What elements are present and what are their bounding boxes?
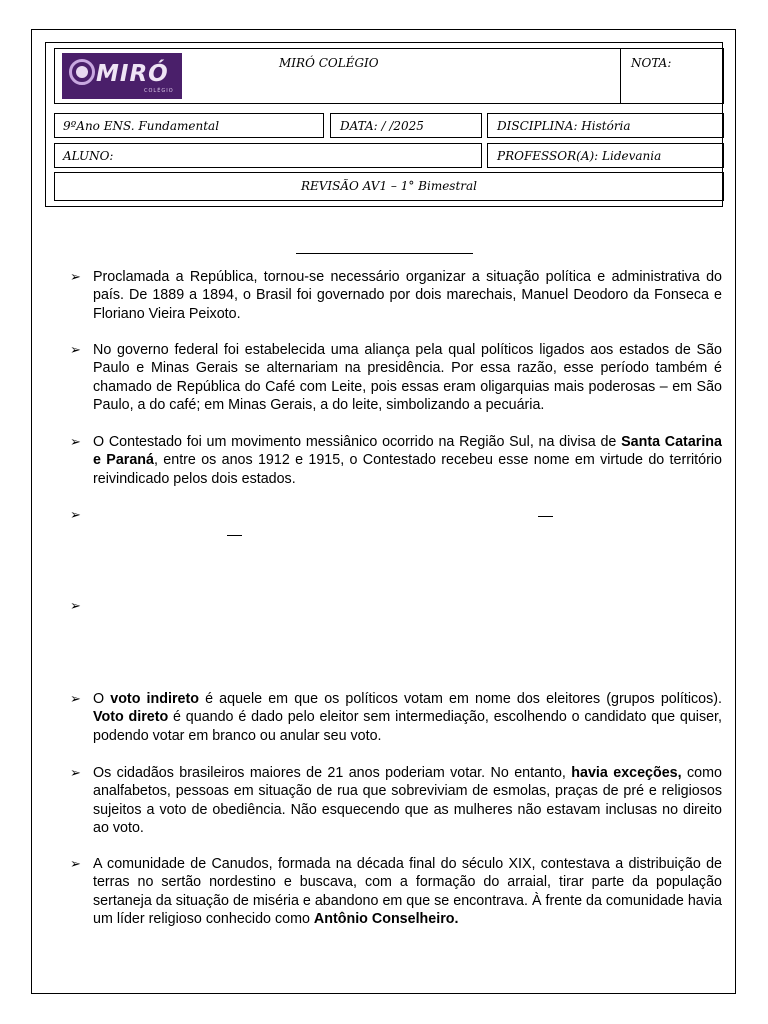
arrow-bullet-icon: ➢ <box>70 342 81 357</box>
teacher-label: PROFESSOR(A): Lidevania <box>497 149 662 163</box>
student-cell <box>54 143 482 168</box>
school-logo <box>62 53 182 99</box>
blank-dash <box>227 535 242 536</box>
item-text-part: é quando é dado pelo eleitor sem intermediação, escolhendo o candidato que quiser, podendo votar em branco ou anular seu voto. <box>93 709 723 744</box>
item-text <box>93 690 722 745</box>
arrow-bullet-icon: ➢ <box>70 507 81 522</box>
arrow-bullet-icon: ➢ <box>70 856 81 871</box>
item-text-part: Os cidadãos brasileiros maiores de 21 anos poderiam votar. No entanto, <box>93 765 572 781</box>
item-text-bold: Voto direto <box>93 709 169 726</box>
student-label: ALUNO: <box>63 149 114 163</box>
arrow-bullet-icon: ➢ <box>70 765 81 780</box>
nota-label: NOTA: <box>631 56 672 70</box>
item-text-part: , entre os anos 1912 e 1915, o Contestado recebeu esse nome em virtude do território reivindicado pelos dois estados. <box>93 452 722 487</box>
arrow-bullet-icon: ➢ <box>70 269 81 284</box>
item-text-part: O <box>93 691 111 707</box>
grade-label: 9ºAno ENS. Fundamental <box>63 119 220 133</box>
teacher-cell <box>487 143 724 168</box>
item-text-part: como analfabetos, pessoas em situação de rua que sobreviviam de esmolas, praças de pré e religiosos sujeitos a voto de obediência. Não esquecendo que as mulheres não estavam inclusas no direito ao voto. <box>93 765 722 836</box>
item-text-part: é aquele em que os políticos votam em nome dos eleitores (grupos políticos). <box>198 691 723 707</box>
item-text-bold: Antônio Conselheiro. <box>313 910 459 927</box>
arrow-bullet-icon: ➢ <box>70 434 81 449</box>
item-text-bold: Santa Catarina e Paraná <box>93 434 722 469</box>
date-label: DATA: / /2025 <box>340 119 424 133</box>
logo-text: MIRÓ <box>96 61 169 87</box>
item-text-bold: voto indireto <box>110 691 199 707</box>
grade-score-cell <box>620 48 724 104</box>
date-cell <box>330 113 482 138</box>
logo-subtext: COLÉGIO <box>144 88 174 94</box>
blank-dash <box>538 516 553 517</box>
subject-label: DISCIPLINA: História <box>497 119 631 133</box>
item-text <box>93 764 722 837</box>
school-name: MIRÓ COLÉGIO <box>279 56 379 70</box>
logo-dot-icon <box>76 66 88 78</box>
subject-cell <box>487 113 724 138</box>
item-text <box>93 855 722 928</box>
item-text-part: A comunidade de Canudos, formada na década final do século XIX, contestava a distribuição de terras no sertão nordestino e buscava, com a formação do arraial, tirar parte da população sertaneja da situação de miséria e abandono em que se encontrava. À frente da comunidade havia um líder religioso conhecido como <box>93 856 722 927</box>
arrow-bullet-icon: ➢ <box>70 691 81 706</box>
item-text-part: O Contestado foi um movimento messiânico ocorrido na Região Sul, na divisa de <box>93 434 622 450</box>
item-text: No governo federal foi estabelecida uma aliança pela qual políticos ligados aos estados de São Paulo e Minas Gerais se alternariam na presidência. Por essa razão, esse período também é chamado de República do Café com Leite, pois essas eram oligarquias mais poderosas – em São Paulo, a do café; em Minas Gerais, a do leite, simbolizando a pecuária. <box>93 342 722 413</box>
title-rule <box>296 253 473 254</box>
item-text: Proclamada a República, tornou-se necessário organizar a situação política e administrativa do país. De 1889 a 1894, o Brasil foi governado por dois marechais, Manuel Deodoro da Fonseca e Floriano Vieira Peixoto. <box>93 269 722 322</box>
arrow-bullet-icon: ➢ <box>70 598 81 613</box>
review-title: REVISÃO AV1 – 1° Bimestral <box>300 179 478 193</box>
item-text-bold: havia exceções, <box>571 765 682 781</box>
review-cell <box>54 172 724 201</box>
grade-cell <box>54 113 324 138</box>
item-text <box>93 433 722 488</box>
